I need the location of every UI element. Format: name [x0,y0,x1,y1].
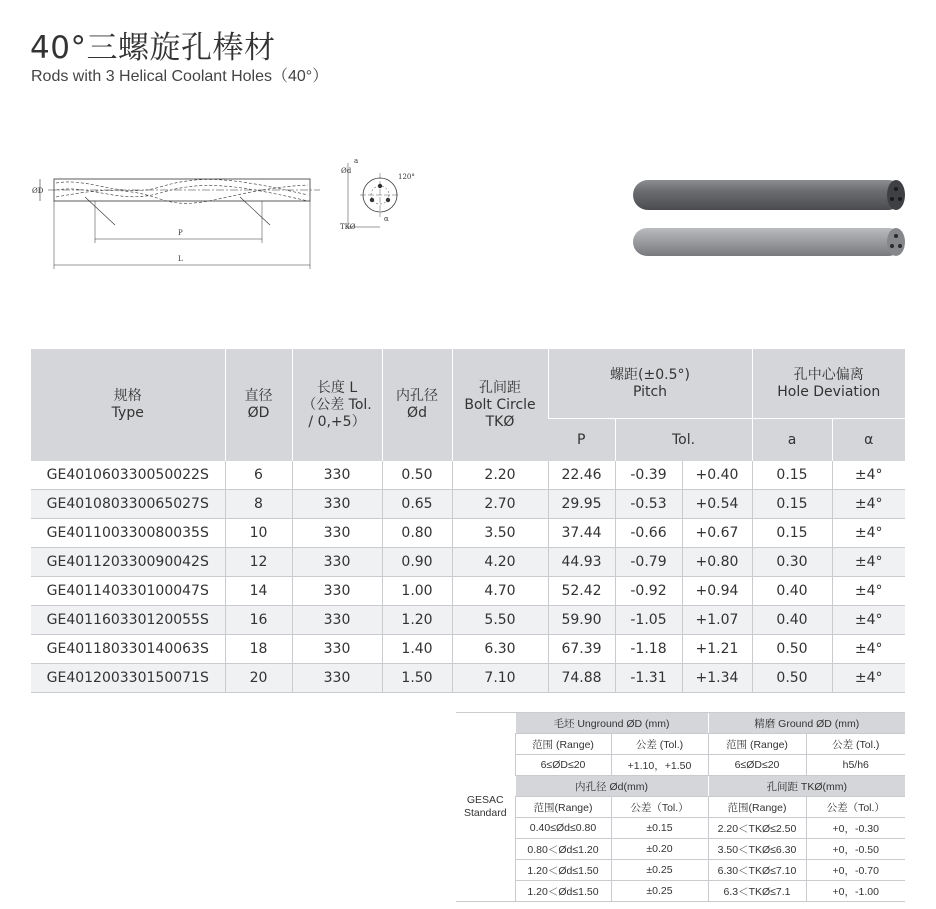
table-cell: 0.30 [752,548,832,577]
col-diameter: 直径 ØD [225,349,292,461]
table-cell: 7.10 [452,664,548,693]
table-cell: ±4° [832,519,905,548]
table-row [31,635,905,664]
table-cell: 330 [292,519,382,548]
table-cell: 330 [292,664,382,693]
table-cell: 5.50 [452,606,548,635]
table-cell: ±4° [832,548,905,577]
table-cell: -0.39 [615,461,682,490]
table-row [31,548,905,577]
table-cell: GE401160330120055S [31,606,225,635]
std-cell: +0，-0.50 [806,839,905,860]
table-cell: 0.50 [752,635,832,664]
table-cell: 67.39 [548,635,615,664]
ground-header: 精磨 Ground ØD (mm) [708,713,905,734]
od-value: h5/h6 [806,755,905,776]
std-cell: +0，-0.70 [806,860,905,881]
table-cell: -1.31 [615,664,682,693]
table-cell: 59.90 [548,606,615,635]
table-cell: 2.20 [452,461,548,490]
tol-header: 公差（Tol.） [806,797,905,818]
table-cell: 0.80 [382,519,452,548]
table-cell: 10 [225,519,292,548]
col-pitch: 螺距(±0.5°) Pitch [548,349,752,419]
od-value: +1.10，+1.50 [611,755,708,776]
std-cell: ±0.25 [611,860,708,881]
table-cell: -0.92 [615,577,682,606]
std-cell: ±0.15 [611,818,708,839]
table-cell: +0.94 [682,577,752,606]
light-rod [633,228,905,256]
specification-table [31,349,905,693]
table-cell: +0.40 [682,461,752,490]
table-cell: ±4° [832,635,905,664]
table-cell: GE401080330065027S [31,490,225,519]
table-cell: -1.18 [615,635,682,664]
col-hole-deviation: 孔中心偏离 Hole Deviation [752,349,905,419]
table-cell: 74.88 [548,664,615,693]
table-cell: 44.93 [548,548,615,577]
table-cell: 1.50 [382,664,452,693]
std-cell: 2.20＜TKØ≤2.50 [708,818,806,839]
table-cell: 6 [225,461,292,490]
inner-diameter-header: 内孔径 Ød(mm) [515,776,708,797]
col-bolt-circle: 孔间距 Bolt Circle TKØ [452,349,548,461]
table-cell: -0.66 [615,519,682,548]
rod-product-photo [625,170,915,265]
table-cell: -0.79 [615,548,682,577]
tol-header: 公差（Tol.） [611,797,708,818]
dim-l-label: L [178,255,183,263]
table-cell: +1.21 [682,635,752,664]
table-cell: ±4° [832,577,905,606]
dim-angle-label: 120° [398,173,415,181]
table-cell: 0.15 [752,461,832,490]
col-type: 规格 Type [31,349,225,461]
table-cell: +0.54 [682,490,752,519]
gesac-standard-label: GESAC Standard [456,713,515,902]
table-row [31,461,905,490]
col-deviation-a: a [752,419,832,462]
table-cell: 6.30 [452,635,548,664]
table-row [31,490,905,519]
table-cell: 0.50 [382,461,452,490]
od-value: 6≤ØD≤20 [515,755,611,776]
range-header: 范围 (Range) [515,734,611,755]
std-cell: 6.3＜TKØ≤7.1 [708,881,806,902]
table-cell: 0.65 [382,490,452,519]
table-cell: ±4° [832,606,905,635]
table-cell: 37.44 [548,519,615,548]
dim-alpha-label: α [384,215,389,223]
table-cell: 330 [292,635,382,664]
dark-rod [633,180,905,210]
col-length: 长度 L （公差 Tol. / 0,+5） [292,349,382,461]
page-title: 40°三螺旋孔棒材 [30,30,276,66]
std-cell: ±0.20 [611,839,708,860]
table-cell: 1.40 [382,635,452,664]
col-pitch-p: P [548,419,615,462]
dim-small-d-label: Ød [341,167,352,175]
table-row [31,577,905,606]
table-cell: 0.40 [752,577,832,606]
dim-a-label: a [354,157,359,165]
table-cell: 4.20 [452,548,548,577]
rod-technical-drawing [30,155,420,275]
table-cell: 12 [225,548,292,577]
table-cell: 0.50 [752,664,832,693]
table-cell: ±4° [832,490,905,519]
table-cell: 1.20 [382,606,452,635]
table-cell: 0.40 [752,606,832,635]
table-cell: 16 [225,606,292,635]
table-cell: 3.50 [452,519,548,548]
dim-tko-label: TKØ [340,223,356,231]
table-cell: 330 [292,606,382,635]
table-row [31,664,905,693]
std-cell: +0，-1.00 [806,881,905,902]
dim-p-label: P [178,229,183,237]
tol-header: 公差 (Tol.) [611,734,708,755]
std-cell: 1.20＜Ød≤1.50 [515,881,611,902]
table-cell: 22.46 [548,461,615,490]
std-cell: ±0.25 [611,881,708,902]
table-cell: 330 [292,548,382,577]
dim-od-label: ØD [32,187,44,195]
unground-header: 毛坯 Unground ØD (mm) [515,713,708,734]
table-cell: GE401060330050022S [31,461,225,490]
table-cell: 18 [225,635,292,664]
gesac-standard-table [456,712,905,902]
std-cell: 3.50＜TKØ≤6.30 [708,839,806,860]
col-inner-diameter: 内孔径 Ød [382,349,452,461]
std-cell: 0.40≤Ød≤0.80 [515,818,611,839]
std-cell: +0，-0.30 [806,818,905,839]
std-cell: 1.20＜Ød≤1.50 [515,860,611,881]
col-deviation-alpha: α [832,419,905,462]
table-cell: 330 [292,490,382,519]
bolt-circle-header: 孔间距 TKØ(mm) [708,776,905,797]
table-cell: 1.00 [382,577,452,606]
table-cell: ±4° [832,461,905,490]
table-cell: GE401140330100047S [31,577,225,606]
table-row [31,606,905,635]
table-cell: 8 [225,490,292,519]
table-cell: ±4° [832,664,905,693]
table-row [31,519,905,548]
range-header: 范围(Range) [708,797,806,818]
table-cell: 0.90 [382,548,452,577]
table-cell: 2.70 [452,490,548,519]
table-cell: +0.80 [682,548,752,577]
table-cell: GE401200330150071S [31,664,225,693]
table-cell: 52.42 [548,577,615,606]
table-cell: GE401100330080035S [31,519,225,548]
col-pitch-tol: Tol. [615,419,752,462]
std-cell: 6.30＜TKØ≤7.10 [708,860,806,881]
table-cell: 29.95 [548,490,615,519]
table-cell: 0.15 [752,519,832,548]
table-cell: 20 [225,664,292,693]
table-cell: 14 [225,577,292,606]
table-cell: GE401120330090042S [31,548,225,577]
table-cell: -1.05 [615,606,682,635]
tol-header: 公差 (Tol.) [806,734,905,755]
table-cell: +1.34 [682,664,752,693]
table-cell: GE401180330140063S [31,635,225,664]
std-cell: 0.80＜Ød≤1.20 [515,839,611,860]
table-cell: +1.07 [682,606,752,635]
table-cell: 330 [292,577,382,606]
table-cell: 0.15 [752,490,832,519]
table-cell: 330 [292,461,382,490]
od-value: 6≤ØD≤20 [708,755,806,776]
table-cell: -0.53 [615,490,682,519]
page-subtitle: Rods with 3 Helical Coolant Holes（40°） [31,68,329,85]
table-cell: +0.67 [682,519,752,548]
range-header: 范围 (Range) [708,734,806,755]
range-header: 范围(Range) [515,797,611,818]
table-cell: 4.70 [452,577,548,606]
